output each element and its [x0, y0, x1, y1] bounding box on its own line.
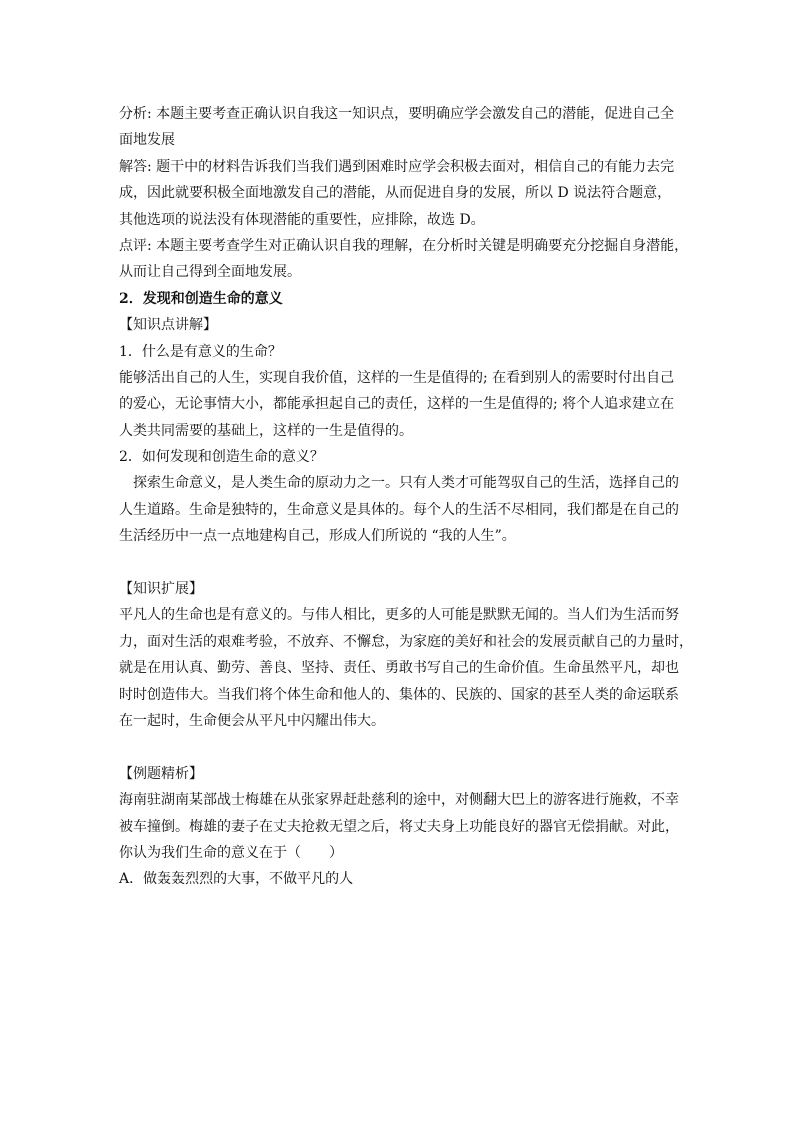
question-1-answer-line-3: 人类共同需要的基础上，这样的一生是值得的。	[119, 422, 413, 439]
document-body	[119, 101, 693, 893]
answer-line-2: 成，因此就要积极全面地激发自己的潜能，从而促进自身的发展，所以 D 说法符合题意，	[119, 185, 672, 202]
question-1-answer-line-2: 的爱心，无论事情大小，都能承担起自己的责任，这样的一生是值得的; 将个人追求建立在	[119, 396, 675, 413]
spacer	[119, 550, 679, 576]
example-line-2: 被车撞倒。梅雄的妻子在丈夫抢救无望之后，将丈夫身上功能良好的器官无偿捐献。对此，	[119, 818, 679, 835]
question-2-answer-line-3: 生活经历中一点一点地建构自己，形成人们所说的 “我的人生”。	[119, 528, 516, 545]
analysis-line-1: 分析: 本题主要考查正确认识自我这一知识点，要明确应学会激发自己的潜能，促进自己全	[119, 106, 675, 122]
extension-line-5: 在一起时，生命便会从平凡中闪耀出伟大。	[119, 712, 385, 729]
question-1: 1．什么是有意义的生命？	[119, 343, 282, 360]
section-heading: 2．发现和创造生命的意义	[119, 290, 283, 307]
question-2: 2．如何发现和创造生命的意义？	[119, 449, 324, 466]
example-title: 【例题精析】	[119, 765, 203, 782]
question-1-answer-line-1: 能够活出自己的人生，实现自我价值，这样的一生是值得的; 在看到别人的需要时付出自己	[119, 369, 675, 386]
knowledge-title: 【知识点讲解】	[119, 317, 217, 334]
example-line-1: 海南驻湖南某部战士梅雄在从张家界赶赴慈利的途中，对侧翻大巴上的游客进行施救，不幸	[119, 792, 679, 809]
extension-line-3: 就是在用认真、勤劳、善良、坚持、责任、勇敢书写自己的生命价值。生命虽然平凡，却也	[119, 660, 679, 677]
question-2-answer-line-2: 人生道路。生命是独特的，生命意义是具体的。每个人的生活不尽相同，我们都是在自己的	[119, 501, 679, 518]
analysis-line-2: 面地发展	[119, 132, 175, 149]
extension-title: 【知识扩展】	[119, 581, 203, 598]
question-2-answer-line-1: 探索生命意义，是人类生命的原动力之一。只有人类才可能驾驭自己的生活，选择自己的	[133, 475, 679, 492]
spacer	[119, 734, 679, 760]
answer-line-3: 其他选项的说法没有体现潜能的重要性，应排除，故选 D。	[119, 211, 485, 228]
option-a: A．做轰轰烈烈的大事，不做平凡的人	[119, 871, 354, 888]
comment-line-2: 从而让自己得到全面地发展。	[119, 264, 301, 281]
comment-line-1: 点评: 本题主要考查学生对正确认识自我的理解，在分析时关键是明确要充分挖掘自身潜能，	[119, 237, 689, 254]
extension-line-2: 力，面对生活的艰难考验，不放弃、不懈怠，为家庭的美好和社会的发展贡献自己的力量时，	[119, 633, 693, 650]
example-line-3: 你认为我们生命的意义在于（ ）	[119, 844, 343, 861]
extension-line-4: 时时创造伟大。当我们将个体生命和他人的、集体的、民族的、国家的甚至人类的命运联系	[119, 686, 679, 703]
extension-line-1: 平凡人的生命也是有意义的。与伟人相比，更多的人可能是默默无闻的。当人们为生活而努	[119, 607, 679, 624]
answer-line-1: 解答: 题干中的材料告诉我们当我们遇到困难时应学会积极去面对，相信自己的有能力去完	[119, 158, 675, 175]
